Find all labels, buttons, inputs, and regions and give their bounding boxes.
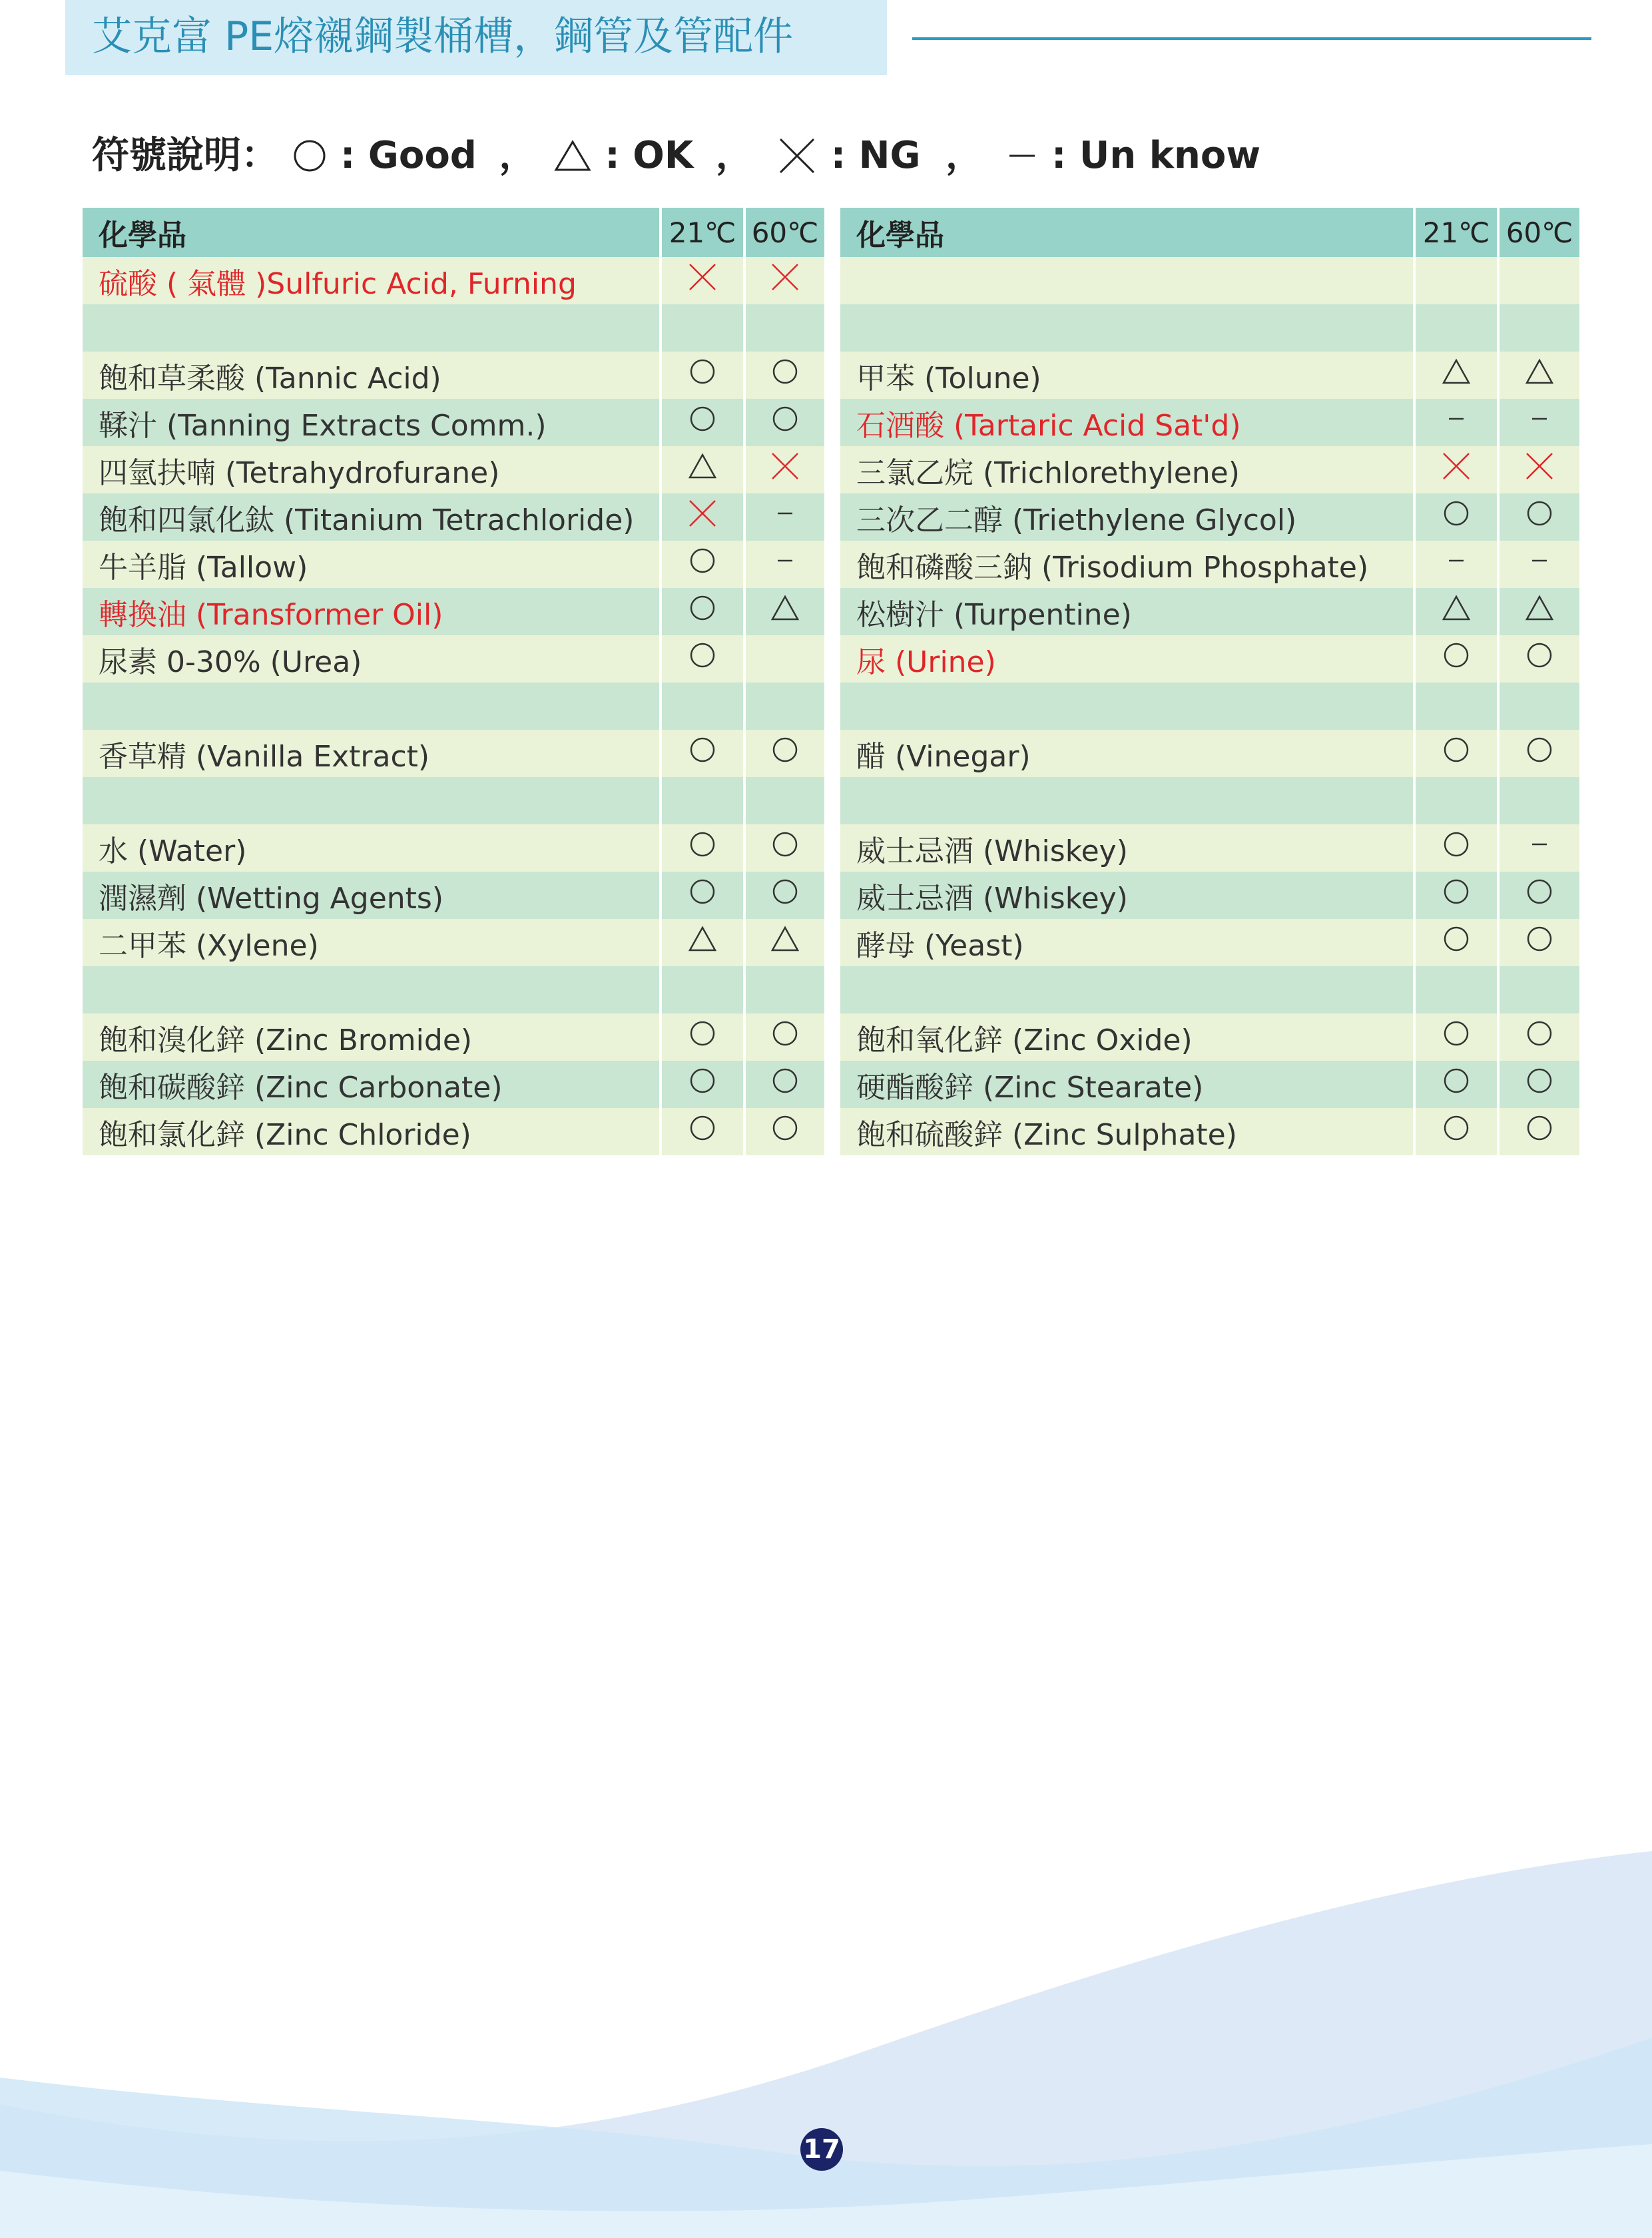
circle-icon: [768, 1017, 802, 1050]
dash-icon: [1005, 138, 1039, 174]
circle-icon: [686, 544, 719, 577]
circle-icon: [686, 355, 719, 388]
dash-icon: [1523, 402, 1556, 435]
chemical-name: 香草精 (Vanilla Extract): [83, 730, 661, 777]
rating-21c: [661, 777, 744, 824]
rating-21c: [661, 1108, 744, 1155]
cross-icon: [1523, 449, 1556, 483]
dash-icon: [768, 544, 802, 577]
chemical-name: [83, 777, 661, 824]
circle-icon: [768, 1111, 802, 1145]
table-row: [840, 919, 1579, 966]
rating-60c: [1498, 777, 1579, 824]
circle-icon: [1440, 1064, 1473, 1097]
chemical-name: 鞣汁 (Tanning Extracts Comm.): [83, 399, 661, 446]
chemical-name: 甲苯 (Tolune): [840, 352, 1414, 399]
circle-icon: [768, 733, 802, 766]
table-row: [840, 872, 1579, 919]
cross-icon: [768, 449, 802, 483]
left-chemical-table: [83, 208, 824, 1155]
rating-21c: [661, 730, 744, 777]
rating-60c: [744, 352, 824, 399]
circle-icon: [1523, 639, 1556, 672]
rating-21c: [661, 919, 744, 966]
chemical-name: 水 (Water): [83, 824, 661, 872]
rating-60c: [744, 777, 824, 824]
circle-icon: [686, 1111, 719, 1145]
column-header-21c: 21℃: [661, 208, 744, 257]
table-row: [840, 730, 1579, 777]
chemical-name: 醋 (Vinegar): [840, 730, 1414, 777]
table-row: [83, 399, 824, 446]
table-row: [840, 777, 1579, 824]
table-row: [840, 446, 1579, 493]
table-row: [83, 541, 824, 588]
rating-60c: [1498, 730, 1579, 777]
circle-icon: [1523, 1064, 1556, 1097]
rating-21c: [661, 304, 744, 352]
header-banner: [65, 0, 887, 75]
rating-21c: [661, 493, 744, 541]
rating-60c: [744, 304, 824, 352]
column-header-chemical: 化學品: [840, 208, 1414, 257]
chemical-name: 轉換油 (Transformer Oil): [83, 588, 661, 635]
rating-60c: [744, 730, 824, 777]
rating-21c: [661, 352, 744, 399]
rating-60c: [1498, 635, 1579, 683]
rating-60c: [744, 683, 824, 730]
chemical-name: [840, 683, 1414, 730]
rating-60c: [744, 541, 824, 588]
chemical-name: 石酒酸 (Tartaric Acid Sat'd): [840, 399, 1414, 446]
chemical-name: 尿 (Urine): [840, 635, 1414, 683]
rating-21c: [661, 257, 744, 304]
rating-21c: [1414, 493, 1498, 541]
dash-icon: [1440, 544, 1473, 577]
legend-good: : Good: [340, 133, 477, 177]
legend-sep: ，: [946, 133, 983, 177]
chemical-name: 四氫扶喃 (Tetrahydrofurane): [83, 446, 661, 493]
rating-21c: [1414, 257, 1498, 304]
table-row: [840, 399, 1579, 446]
rating-60c: [744, 872, 824, 919]
rating-60c: [744, 1108, 824, 1155]
column-header-chemical: 化學品: [83, 208, 661, 257]
circle-icon: [686, 1017, 719, 1050]
table-row: [83, 635, 824, 683]
circle-icon: [768, 1064, 802, 1097]
table-row: [840, 1013, 1579, 1061]
dash-icon: [1523, 544, 1556, 577]
circle-icon: [1440, 1017, 1473, 1050]
circle-icon: [768, 828, 802, 861]
rating-21c: [1414, 304, 1498, 352]
rating-21c: [1414, 872, 1498, 919]
rating-60c: [744, 446, 824, 493]
rating-21c: [1414, 635, 1498, 683]
table-row: [840, 1108, 1579, 1155]
chemical-name: 飽和溴化鋅 (Zinc Bromide): [83, 1013, 661, 1061]
chemical-name: [83, 966, 661, 1013]
table-row: [83, 730, 824, 777]
rating-21c: [1414, 446, 1498, 493]
rating-60c: [744, 493, 824, 541]
circle-icon: [686, 875, 719, 908]
table-row: [83, 352, 824, 399]
rating-60c: [1498, 352, 1579, 399]
rating-60c: [1498, 966, 1579, 1013]
rating-21c: [1414, 730, 1498, 777]
table-row: [83, 966, 824, 1013]
circle-icon: [1523, 922, 1556, 956]
triangle-icon: [686, 922, 719, 956]
rating-21c: [1414, 919, 1498, 966]
dash-icon: [1440, 402, 1473, 435]
rating-60c: [1498, 1108, 1579, 1155]
rating-60c: [1498, 824, 1579, 872]
chemical-name: 飽和硫酸鋅 (Zinc Sulphate): [840, 1108, 1414, 1155]
table-row: [840, 588, 1579, 635]
circle-icon: [1440, 733, 1473, 766]
table-row: [83, 446, 824, 493]
column-header-21c: 21℃: [1414, 208, 1498, 257]
circle-icon: [1440, 497, 1473, 530]
chemical-name: 潤濕劑 (Wetting Agents): [83, 872, 661, 919]
rating-21c: [661, 824, 744, 872]
chemical-name: 飽和磷酸三鈉 (Trisodium Phosphate): [840, 541, 1414, 588]
circle-icon: [1440, 875, 1473, 908]
chemical-name: [840, 966, 1414, 1013]
rating-60c: [744, 399, 824, 446]
rating-21c: [661, 399, 744, 446]
triangle-icon: [553, 138, 592, 174]
chemical-name: 酵母 (Yeast): [840, 919, 1414, 966]
rating-60c: [1498, 399, 1579, 446]
table-row: [83, 1061, 824, 1108]
table-row: [83, 824, 824, 872]
table-row: [840, 1061, 1579, 1108]
triangle-icon: [1523, 591, 1556, 625]
legend-sep: ，: [715, 133, 753, 177]
rating-21c: [1414, 777, 1498, 824]
rating-21c: [1414, 352, 1498, 399]
chemical-name: 飽和氯化鋅 (Zinc Chloride): [83, 1108, 661, 1155]
rating-60c: [1498, 1013, 1579, 1061]
table-row: [840, 541, 1579, 588]
rating-60c: [744, 635, 824, 683]
rating-21c: [661, 966, 744, 1013]
rating-60c: [1498, 257, 1579, 304]
cross-icon: [686, 260, 719, 294]
chemical-name: 飽和四氯化鈦 (Titanium Tetrachloride): [83, 493, 661, 541]
rating-21c: [1414, 1013, 1498, 1061]
chemical-name: 飽和氧化鋅 (Zinc Oxide): [840, 1013, 1414, 1061]
rating-60c: [1498, 541, 1579, 588]
circle-icon: [1523, 497, 1556, 530]
chemical-name: [840, 777, 1414, 824]
triangle-icon: [768, 591, 802, 625]
cross-icon: [686, 497, 719, 530]
rating-21c: [661, 446, 744, 493]
table-row: [83, 683, 824, 730]
rating-21c: [661, 1061, 744, 1108]
triangle-icon: [768, 922, 802, 956]
rating-60c: [1498, 872, 1579, 919]
rating-60c: [744, 919, 824, 966]
table-row: [840, 352, 1579, 399]
symbol-legend: [92, 124, 1260, 184]
circle-icon: [1523, 733, 1556, 766]
cross-icon: [768, 260, 802, 294]
table-row: [83, 777, 824, 824]
table-row: [840, 257, 1579, 304]
rating-60c: [744, 1013, 824, 1061]
table-row: [83, 1013, 824, 1061]
chemical-name: [83, 683, 661, 730]
chemical-name: 威士忌酒 (Whiskey): [840, 872, 1414, 919]
legend-ng: : NG: [830, 133, 921, 177]
rating-60c: [1498, 588, 1579, 635]
rating-21c: [1414, 399, 1498, 446]
legend-label: 符號說明：: [92, 133, 278, 177]
table-row: [83, 1108, 824, 1155]
column-header-60c: 60℃: [744, 208, 824, 257]
chemical-name: 飽和碳酸鋅 (Zinc Carbonate): [83, 1061, 661, 1108]
table-row: [83, 493, 824, 541]
rating-21c: [661, 872, 744, 919]
rating-21c: [661, 541, 744, 588]
right-chemical-table: [840, 208, 1579, 1155]
rating-21c: [661, 1013, 744, 1061]
circle-icon: [1440, 639, 1473, 672]
table-row: [83, 872, 824, 919]
rating-60c: [744, 588, 824, 635]
chemical-name: 尿素 0-30% (Urea): [83, 635, 661, 683]
rating-21c: [1414, 588, 1498, 635]
chemical-name: 硬酯酸鋅 (Zinc Stearate): [840, 1061, 1414, 1108]
circle-icon: [768, 875, 802, 908]
table-row: [83, 304, 824, 352]
triangle-icon: [686, 449, 719, 483]
circle-icon: [1523, 1111, 1556, 1145]
rating-21c: [661, 635, 744, 683]
rating-60c: [744, 966, 824, 1013]
table-row: [840, 966, 1579, 1013]
rating-60c: [1498, 304, 1579, 352]
chemical-name: 威士忌酒 (Whiskey): [840, 824, 1414, 872]
chemical-name: 二甲苯 (Xylene): [83, 919, 661, 966]
chemical-name: 松樹汁 (Turpentine): [840, 588, 1414, 635]
dash-icon: [768, 497, 802, 530]
table-row: [840, 635, 1579, 683]
cross-icon: [776, 135, 818, 176]
circle-icon: [686, 828, 719, 861]
header-rule: [912, 37, 1591, 40]
page-title: 艾克富 PE熔襯鋼製桶槽，鋼管及管配件: [92, 13, 794, 60]
circle-icon: [1523, 875, 1556, 908]
circle-icon: [1440, 922, 1473, 956]
rating-60c: [744, 824, 824, 872]
decorative-wave: [0, 1798, 1652, 2238]
table-row: [840, 493, 1579, 541]
table-header-row: [840, 208, 1579, 257]
rating-60c: [1498, 493, 1579, 541]
rating-21c: [1414, 1061, 1498, 1108]
table-row: [83, 919, 824, 966]
rating-21c: [1414, 1108, 1498, 1155]
circle-icon: [686, 639, 719, 672]
rating-21c: [1414, 966, 1498, 1013]
rating-21c: [1414, 683, 1498, 730]
triangle-icon: [1440, 591, 1473, 625]
circle-icon: [1523, 1017, 1556, 1050]
table-row: [83, 588, 824, 635]
triangle-icon: [1440, 355, 1473, 388]
circle-icon: [768, 402, 802, 435]
rating-21c: [661, 683, 744, 730]
cross-icon: [1440, 449, 1473, 483]
circle-icon: [686, 402, 719, 435]
circle-icon: [1440, 828, 1473, 861]
legend-sep: ，: [499, 133, 537, 177]
dash-icon: [1523, 828, 1556, 861]
legend-ok: : OK: [605, 133, 694, 177]
chemical-name: [840, 257, 1414, 304]
rating-60c: [1498, 919, 1579, 966]
circle-icon: [768, 355, 802, 388]
triangle-icon: [1523, 355, 1556, 388]
chemical-name: 硫酸 ( 氣體 )Sulfuric Acid, Furning: [83, 257, 661, 304]
rating-21c: [1414, 541, 1498, 588]
circle-icon: [686, 591, 719, 625]
circle-icon: [292, 138, 328, 174]
page-number-badge: 17: [800, 2128, 843, 2171]
table-row: [83, 257, 824, 304]
circle-icon: [686, 733, 719, 766]
circle-icon: [686, 1064, 719, 1097]
rating-60c: [1498, 1061, 1579, 1108]
rating-21c: [1414, 824, 1498, 872]
chemical-name: 飽和草柔酸 (Tannic Acid): [83, 352, 661, 399]
table-header-row: [83, 208, 824, 257]
column-header-60c: 60℃: [1498, 208, 1579, 257]
chemical-name: [840, 304, 1414, 352]
rating-60c: [744, 1061, 824, 1108]
rating-60c: [1498, 683, 1579, 730]
rating-60c: [1498, 446, 1579, 493]
chemical-name: 三次乙二醇 (Triethylene Glycol): [840, 493, 1414, 541]
table-row: [840, 824, 1579, 872]
chemical-name: [83, 304, 661, 352]
circle-icon: [1440, 1111, 1473, 1145]
rating-60c: [744, 257, 824, 304]
table-row: [840, 304, 1579, 352]
chemical-name: 三氯乙烷 (Trichlorethylene): [840, 446, 1414, 493]
legend-unknown: : Un know: [1051, 133, 1261, 177]
rating-21c: [661, 588, 744, 635]
chemical-name: 牛羊脂 (Tallow): [83, 541, 661, 588]
table-row: [840, 683, 1579, 730]
